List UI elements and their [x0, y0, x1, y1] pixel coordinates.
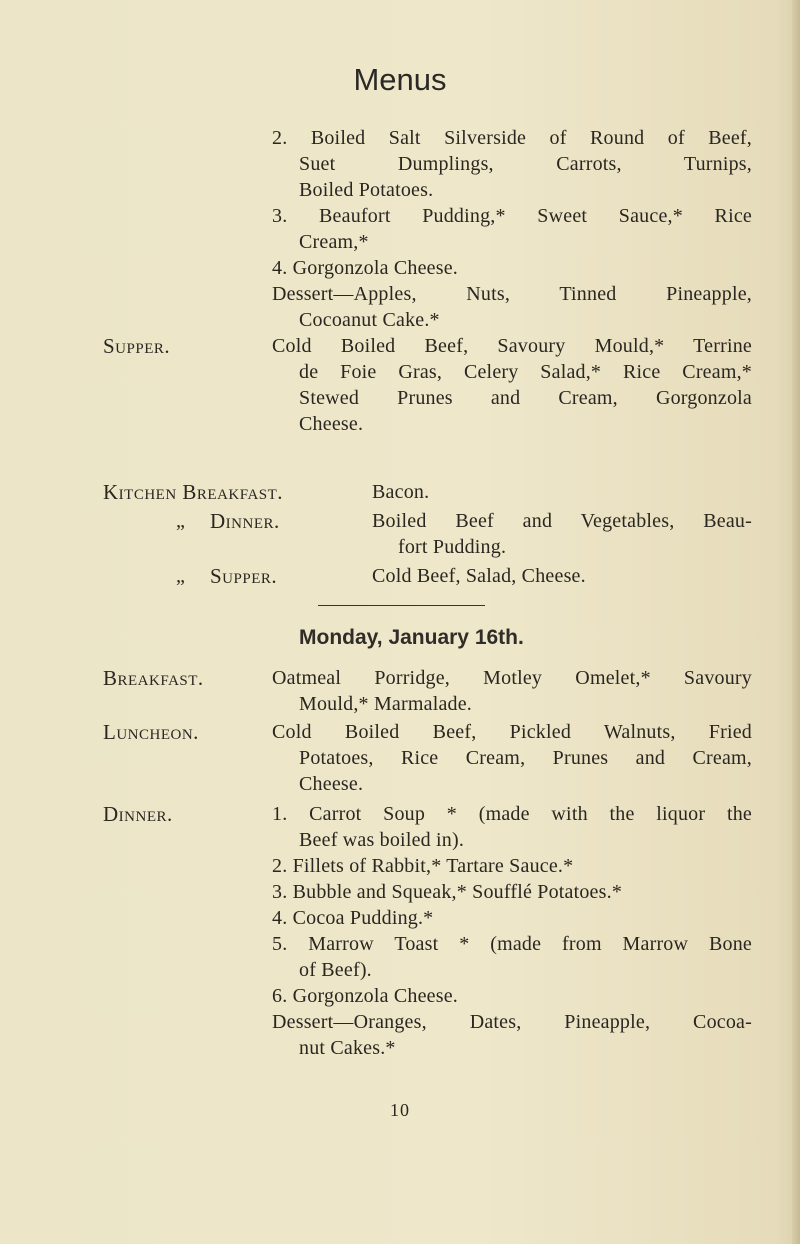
dinner-label: Dinner.	[103, 802, 173, 826]
menu-line: Stewed Prunes and Cream, Gorgonzola	[299, 387, 752, 409]
menu-line: Dessert—Oranges, Dates, Pineapple, Cocoa-	[272, 1011, 752, 1033]
menu-line: 1. Carrot Soup * (made with the liquor the	[272, 803, 752, 825]
section-divider	[318, 605, 485, 606]
page-edge	[792, 0, 800, 1244]
menu-line: 3. Beaufort Pudding,* Sweet Sauce,* Rice	[272, 205, 752, 227]
menu-line: Suet Dumplings, Carrots, Turnips,	[299, 153, 752, 175]
menu-line: 3. Bubble and Squeak,* Soufflé Potatoes.*	[272, 881, 623, 903]
menu-line: Boiled Potatoes.	[299, 179, 434, 201]
menu-line: de Foie Gras, Celery Salad,* Rice Cream,*	[299, 361, 752, 383]
menu-line: Beef was boiled in).	[299, 829, 465, 851]
luncheon-label: Luncheon.	[103, 720, 199, 744]
menu-line: fort Pudding.	[398, 536, 507, 558]
page-number: 10	[390, 1100, 410, 1120]
menu-line: 4. Gorgonzola Cheese.	[272, 257, 459, 279]
kitchen-supper-label: Supper.	[210, 564, 278, 588]
menu-line: Boiled Beef and Vegetables, Beau-	[372, 510, 752, 532]
menu-line: Cold Boiled Beef, Savoury Mould,* Terrine	[272, 335, 752, 357]
menu-line: Oatmeal Porridge, Motley Omelet,* Savoury	[272, 667, 752, 689]
menu-line: 4. Cocoa Pudding.*	[272, 907, 434, 929]
menu-line: 2. Boiled Salt Silverside of Round of Beef,	[272, 127, 752, 149]
breakfast-label: Breakfast.	[103, 666, 204, 690]
menu-line: Mould,* Marmalade.	[299, 693, 473, 715]
kitchen-dinner-label: Dinner.	[210, 509, 280, 533]
ditto-mark: „	[176, 510, 186, 532]
menu-line: 2. Fillets of Rabbit,* Tartare Sauce.*	[272, 855, 574, 877]
menu-line: Bacon.	[372, 481, 430, 503]
menu-line: 6. Gorgonzola Cheese.	[272, 985, 459, 1007]
menu-line: 5. Marrow Toast * (made from Marrow Bone	[272, 933, 752, 955]
menu-line: Cocoanut Cake.*	[299, 309, 440, 331]
menu-line: Dessert—Apples, Nuts, Tinned Pineapple,	[272, 283, 752, 305]
menu-line: nut Cakes.*	[299, 1037, 396, 1059]
menu-line: Potatoes, Rice Cream, Prunes and Cream,	[299, 747, 752, 769]
ditto-mark: „	[176, 565, 186, 587]
running-header: Menus	[353, 62, 447, 97]
menu-line: Cheese.	[299, 773, 364, 795]
menu-line: Cold Beef, Salad, Cheese.	[372, 565, 586, 587]
kitchen-breakfast-label: Kitchen Breakfast.	[103, 480, 284, 504]
menu-line: Cheese.	[299, 413, 364, 435]
menu-line: Cold Boiled Beef, Pickled Walnuts, Fried	[272, 721, 752, 743]
supper-label: Supper.	[103, 334, 171, 358]
day-heading: Monday, January 16th.	[299, 626, 524, 649]
menu-line: Cream,*	[299, 231, 369, 253]
menu-line: of Beef).	[299, 959, 372, 981]
